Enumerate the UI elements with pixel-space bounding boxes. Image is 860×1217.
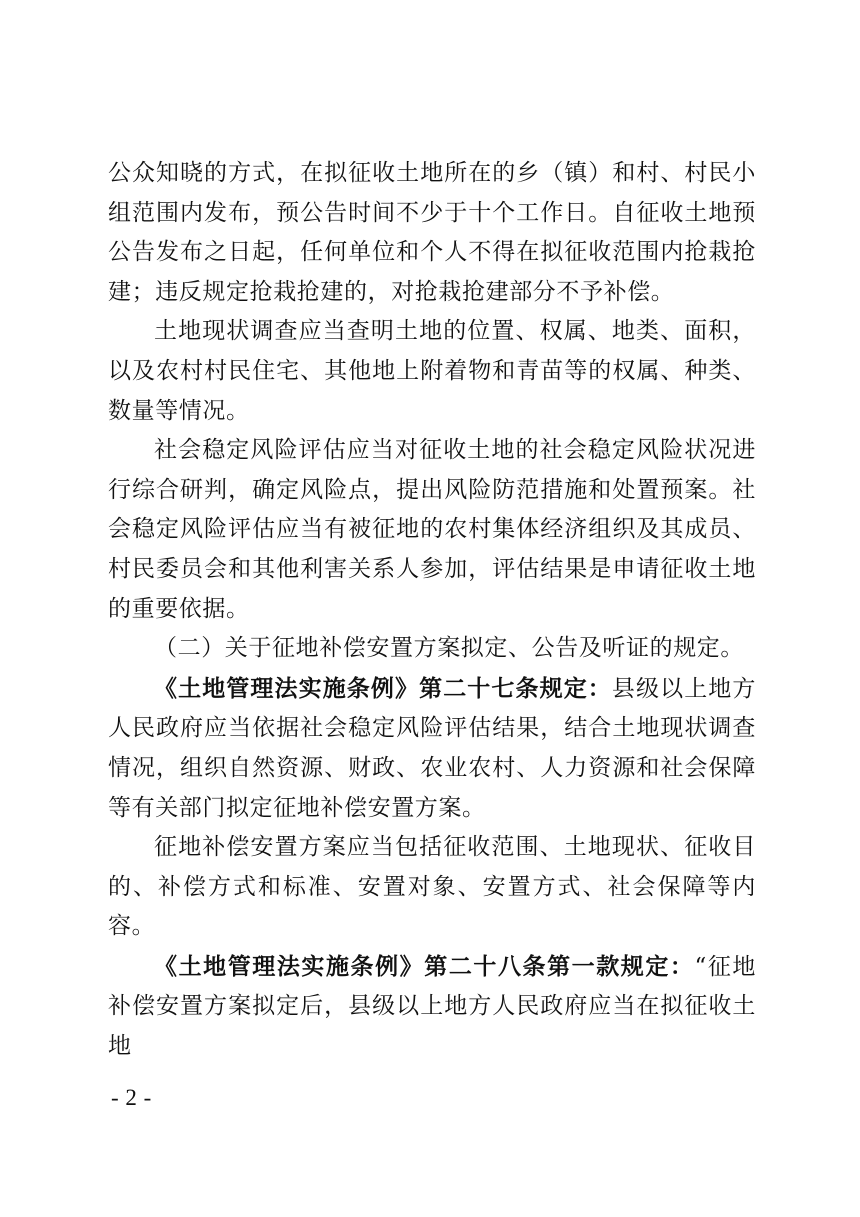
article-28-text: “征地补偿安置方案拟定后，县级以上地方人民政府应当在拟征收土地 (108, 953, 756, 1060)
article-27-text: 县级以上地方人民政府应当依据社会稳定风险评估结果，结合土地现状调查情况，组织自然资源、财政、农业农村、人力资源和社会保障等有关部门拟定征地补偿安置方案。 (108, 675, 756, 821)
paragraph-article-27 (108, 669, 756, 828)
section-heading-compensation-plan: （二）关于征地补偿安置方案拟定、公告及听证的规定。 (154, 635, 744, 662)
article-28-citation: 《土地管理法实施条例》第二十八条第一款规定： (154, 952, 695, 980)
paragraph-announcement-continuation: 公众知晓的方式，在拟征收土地所在的乡（镇）和村、村民小组范围内发布，预公告时间不少于十个工作日。自征收土地预公告发布之日起，任何单位和个人不得在拟征收范围内抢栽抢建；违反规定抢栽抢建的，对抢栽抢建部分不予补偿。 (108, 160, 756, 305)
page-number: - 2 - (111, 1085, 152, 1110)
paragraph-social-risk-assessment: 社会稳定风险评估应当对征收土地的社会稳定风险状况进行综合研判，确定风险点，提出风险防范措施和处置预案。社会稳定风险评估应当有被征地的农村集体经济组织及其成员、村民委员会和其他利害关系人参加，评估结果是申请征收土地的重要依据。 (108, 437, 756, 622)
paragraph-land-status-survey: 土地现状调查应当查明土地的位置、权属、地类、面积，以及农村村民住宅、其他地上附着物和青苗等的权属、种类、数量等情况。 (108, 318, 756, 424)
paragraph-compensation-plan-content: 征地补偿安置方案应当包括征收范围、土地现状、征收目的、补偿方式和标准、安置对象、安置方式、社会保障等内容。 (108, 834, 756, 940)
article-27-citation: 《土地管理法实施条例》第二十七条规定： (154, 674, 612, 702)
document-body (108, 154, 756, 1067)
paragraph-article-28 (108, 947, 756, 1067)
